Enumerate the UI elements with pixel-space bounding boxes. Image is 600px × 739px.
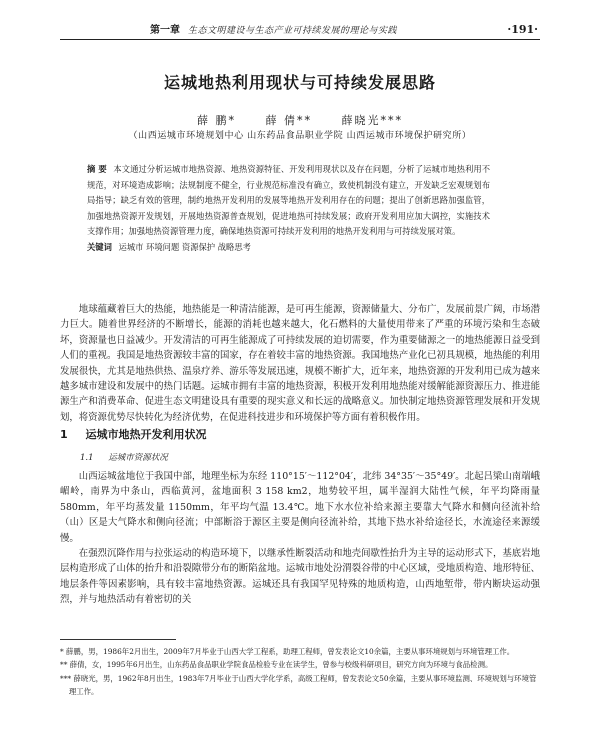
author-2: 薛 倩** <box>265 114 312 127</box>
footnote-3: *** 薛晓光，男，1962年8月出生，1983年7月毕业于山西大学化学系，高级工程师，曾发表论文50余篇，主要从事环境监测、环境规划与环境管理工作。 <box>60 673 537 697</box>
intro-text <box>60 302 540 425</box>
paper-title: 运城地热利用现状与可持续发展思路 <box>163 73 436 92</box>
header-rule <box>60 39 540 40</box>
section-body <box>60 469 540 608</box>
body-paragraph-2: 在强烈沉降作用与拉张运动的构造环境下，以继承性断裂活动和地壳间歇性抬升为主导的运动形式下，基底岩地层构造形成了山体的抬升和沿裂隙带分布的断陷盆地。运城市地处汾渭裂谷带的中心区域，受地质构造、地形特征、地层条件等因素影响，具有较丰富地热资源。运城还具有我国罕见特殊的地质构造，山西地堑带，带内断块运动强烈，并与地热活动有着密切的关 <box>60 548 540 606</box>
subsection-heading <box>80 451 168 463</box>
running-title: 生态文明建设与生态产业可持续发展的理论与实践 <box>188 26 398 36</box>
page-number: ·191· <box>507 23 538 36</box>
author-1: 薛 鹏* <box>197 114 236 127</box>
subsection-title: 运城市资源状况 <box>108 453 168 463</box>
abstract-text: 本文通过分析运城市地热资源、地热资源特征、开发利用现状以及存在问题，分析了运城市地热利用不规范，对环境造成影响；法规制度不健全，行业规范标准没有确立，致使机制没有建立，开发缺乏宏观规划布局指导；缺乏有效的管理，制约地热开发利用的发展等地热开发利用存在的问题；提出了创新思路加强监管，加强地热资源开发规划，开展地热资源普查规划，促进地热可持续发展；政府开发利用应加大调控，实施技术支撑作用；加强地热资源管理力度，确保地热资源可持续开发利用的地热开发利用与可持续发展对策。 <box>87 164 490 237</box>
footnote-1: * 薛鹏，男，1986年2月出生，2009年7月毕业于山西大学工程系，助理工程师，曾发表论文10余篇，主要从事环境规划与环境管理工作。 <box>60 647 515 656</box>
author-list <box>0 112 600 128</box>
keywords-label: 关键词 <box>87 241 112 252</box>
intro-paragraph: 地球蕴藏着巨大的热能，地热能是一种清洁能源，是可再生能源，资源储量大、分布广，发展前景广阔，市场潜力巨大。随着世界经济的不断增长，能源的消耗也越来越大，化石燃料的大量使用带来了严重的环境污染和生态破坏，资源量也日益减少。开发清洁的可再生能源成了可持续发展的迫切需要，作为重要储源之一的地热能源日益受到人们的重视。我国是地热资源较丰富的国家，存在着较丰富的地热资源。我国地热产业化已初具规模，地热能的利用发展很快，尤其是地热供热、温泉疗养、游乐等发展迅速，规模不断扩大，近年来，地热资源的开发利用已成为越来越多城市建设和发展中的热门话题。运城市拥有丰富的地热资源，积极开发利用地热能对缓解能源资源压力、推进能源生产和消费革命、促进生态文明建设具有重要的现实意义和长远的战略意义。加快制定地热资源管理发展和开发规划，将资源优势尽快转化为经济优势，在促进科技进步和环境保护等方面有着积极作用。 <box>60 304 540 423</box>
abstract-label: 摘 要 <box>87 164 107 174</box>
section-heading <box>60 426 207 442</box>
affiliation: （山西运城市环境规划中心 山东药品食品职业学院 山西运城市环境保护研究所） <box>128 131 472 141</box>
body-paragraph-1: 山西运城盆地位于我国中部，地理坐标为东经 110°15′～112°04′，北纬 34°35′～35°49′。北起吕梁山南端峨嵋岭，南界为中条山，西临黄河，盆地面积 3 158 km2，地势较平坦，属半湿润大陆性气候，年平均降雨量 580mm，年平均蒸发量 1150mm，年平均气温 13.4℃。地下水水位补给来源主要靠大气降水和侧向径流补给（山）区是大气降水和侧向径流；中部断浴于源区主要是侧向径流补给，其地下热水补给途径长，水流途径来源缓慢。 <box>60 471 540 544</box>
section-number: 1 <box>60 428 68 441</box>
footnote-2: ** 薛倩，女，1995年6月出生，山东药品食品职业学院食品检验专业在读学生，曾参与校级科研项目，研究方向为环境与食品检测。 <box>60 660 493 670</box>
chapter-label: 第一章 <box>150 25 180 36</box>
abstract-block <box>87 162 490 256</box>
subsection-number: 1.1 <box>80 453 94 463</box>
keywords: 运城市 环境问题 资源保护 战略思考 <box>118 241 251 252</box>
section-title: 运城市地热开发利用状况 <box>85 428 207 441</box>
running-head <box>150 18 538 36</box>
footnote-rule <box>60 639 176 640</box>
footnotes <box>60 645 540 699</box>
author-3: 薛晓光*** <box>341 114 403 127</box>
